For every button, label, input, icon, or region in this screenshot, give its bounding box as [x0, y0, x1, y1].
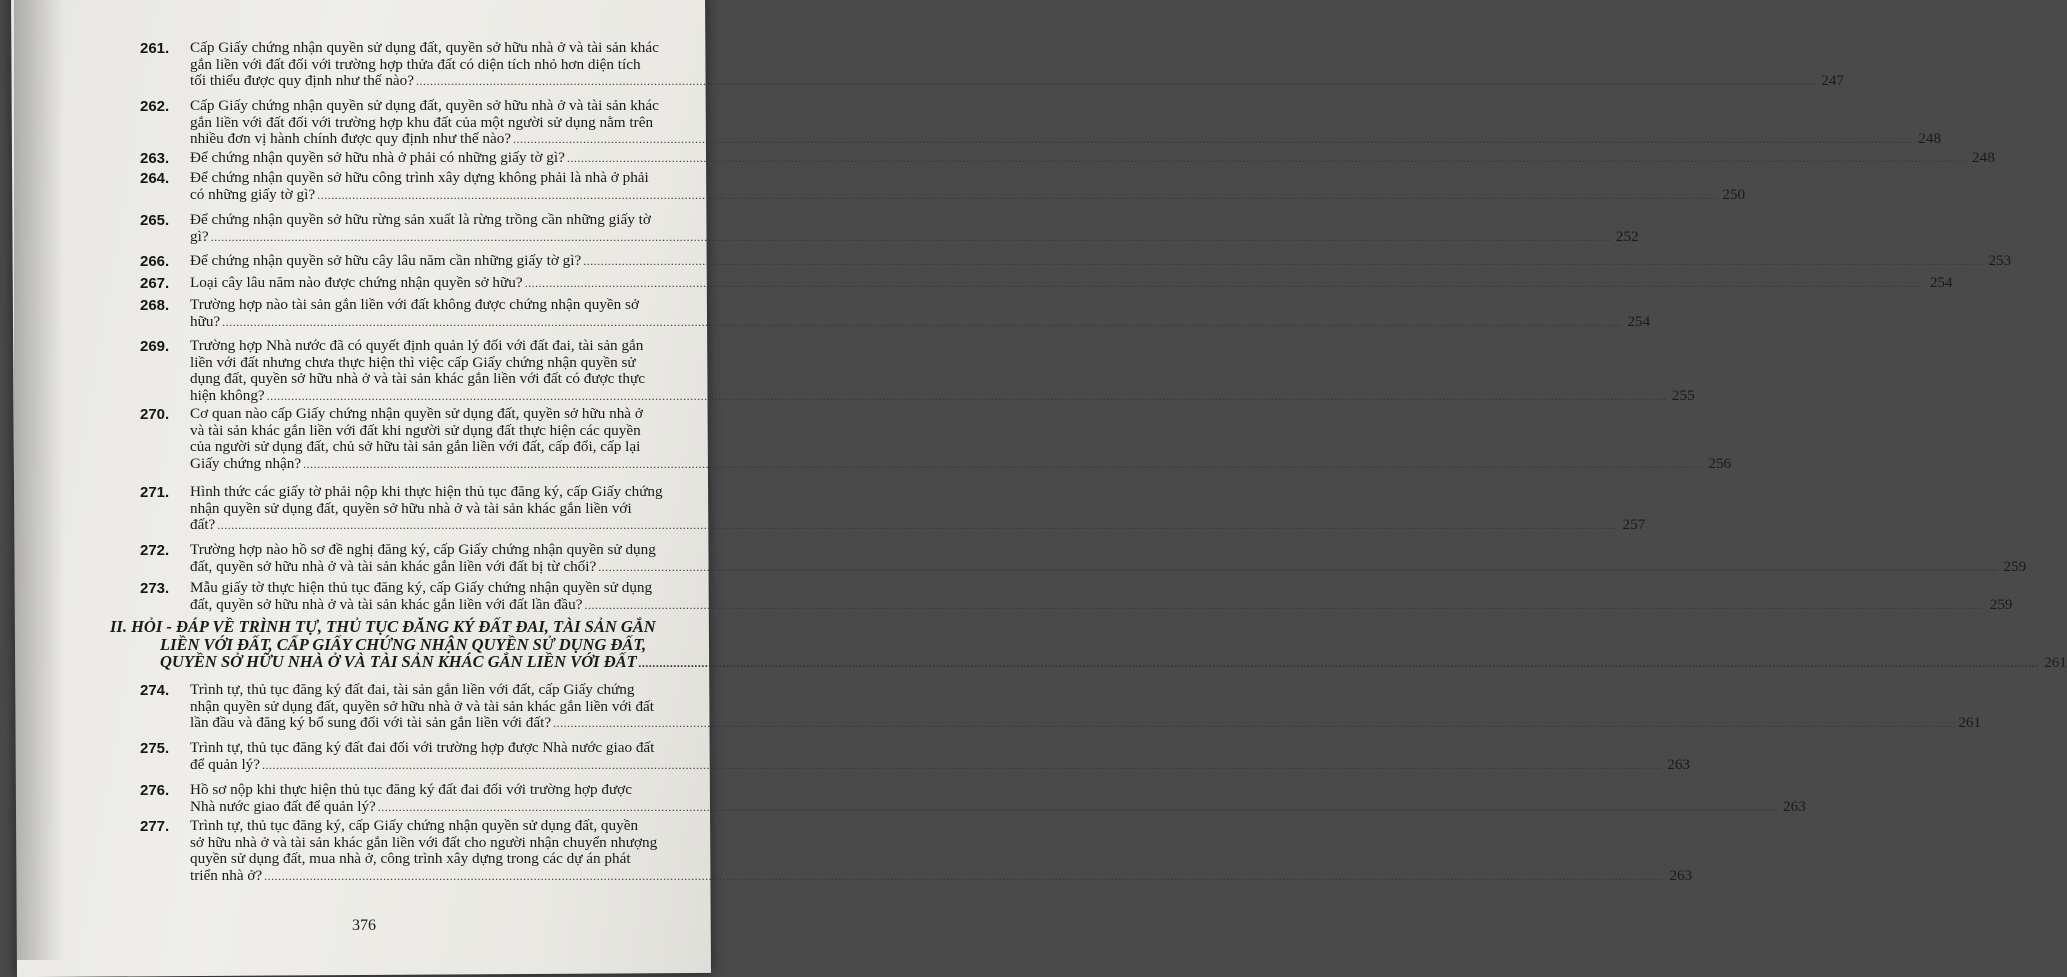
entry-last-line	[190, 595, 2013, 614]
entry-line: nhận quyền sử dụng đất, quyền sở hữu nhà ở và tài sản khác gắn liền với đất	[190, 697, 655, 715]
entry-last-line	[190, 185, 1746, 204]
entry-text	[190, 483, 1646, 534]
dot-leader: ................................................................................................................................................................................................................................................................................................................................................................................................................	[217, 518, 1618, 532]
entry-line: Cấp Giấy chứng nhận quyền sử dụng đất, quyền sở hữu nhà ở và tài sản khác	[190, 97, 659, 114]
entry-line: gắn liền với đất đối với trường hợp khu đất của một người sử dụng nằm trên	[190, 113, 654, 131]
entry-page-number: 248	[1972, 149, 1995, 166]
entry-line: Giấy chứng nhận?	[190, 454, 302, 472]
section-page-number: 261	[2044, 655, 2067, 671]
entry-line: nhận quyền sử dụng đất, quyền sở hữu nhà ở và tài sản khác gắn liền với	[190, 499, 632, 517]
entry-line: nhiều đơn vị hành chính được quy định như thế nào?	[190, 130, 512, 147]
entry-line: dụng đất, quyền sở hữu nhà ở và tài sản khác gắn liền với đất có được thực	[190, 370, 645, 387]
dot-leader: ................................................................................................................................................................................................................................................................................................................................................................................................................	[638, 656, 2039, 670]
toc-entry[interactable]	[128, 337, 1695, 404]
entry-line: đất, quyền sở hữu nhà ở và tài sản khác gắn liền với đất bị từ chối?	[190, 557, 597, 575]
entry-number: 262.	[140, 98, 170, 115]
entry-page-number: 252	[1615, 227, 1639, 245]
entry-line: Trình tự, thủ tục đăng ký đất đai, tài sản gắn liền với đất, cấp Giấy chứng	[190, 681, 635, 698]
toc-entry[interactable]	[128, 149, 1995, 167]
entry-text	[190, 579, 2013, 613]
entry-last-line	[190, 755, 1691, 774]
entry-number: 265.	[140, 212, 170, 229]
entry-line: đất?	[190, 516, 216, 533]
entry-page-number: 256	[1708, 454, 1732, 472]
entry-number: 275.	[140, 740, 170, 757]
dot-leader: ................................................................................................................................................................................................................................................................................................................................................................................................................	[584, 597, 1985, 612]
entry-last-line	[190, 252, 2012, 270]
entry-text	[190, 252, 2012, 270]
entry-number: 261.	[140, 40, 170, 57]
entry-line: gắn liền với đất đối với trường hợp thửa đất có diện tích nhỏ hơn diện tích	[190, 55, 641, 73]
entry-text	[190, 781, 1806, 815]
entry-text	[190, 405, 1732, 472]
dot-leader: ................................................................................................................................................................................................................................................................................................................................................................................................................	[222, 314, 1623, 329]
toc-entry[interactable]	[128, 252, 2012, 270]
entry-page-number: 263	[1783, 797, 1806, 815]
entry-line: Mẫu giấy tờ thực hiện thủ tục đăng ký, cấp Giấy chứng nhận quyền sử dụng	[190, 579, 653, 596]
section-heading-last-line	[160, 652, 2067, 673]
entry-line: Trình tự, thủ tục đăng ký đất đai đối với trường hợp được Nhà nước giao đất	[190, 739, 655, 756]
entry-last-line	[190, 274, 1953, 292]
entry-last-line	[190, 714, 1982, 732]
entry-line: Hồ sơ nộp khi thực hiện thủ tục đăng ký đất đai đối với trường hợp được	[190, 781, 632, 798]
entry-text	[190, 739, 1691, 773]
entry-line: Cấp Giấy chứng nhận quyền sử dụng đất, quyền sở hữu nhà ở và tài sản khác	[190, 39, 659, 56]
entry-page-number: 255	[1671, 386, 1695, 404]
entry-line: có những giấy tờ gì?	[190, 185, 316, 203]
entry-line: để quản lý?	[190, 755, 261, 773]
entry-text	[190, 681, 1982, 732]
entry-text	[190, 97, 1942, 148]
toc-entry[interactable]	[128, 211, 1639, 245]
dot-leader: ................................................................................................................................................................................................................................................................................................................................................................................................................	[513, 132, 1914, 146]
entry-number: 267.	[140, 275, 170, 292]
entry-page-number: 254	[1627, 312, 1651, 330]
entry-page-number: 248	[1918, 130, 1942, 147]
dot-leader: ................................................................................................................................................................................................................................................................................................................................................................................................................	[416, 74, 1817, 88]
entry-last-line	[190, 312, 1651, 331]
entry-line: Để chứng nhận quyền sở hữu nhà ở phải có những giấy tờ gì?	[190, 149, 565, 166]
entry-line: của người sử dụng đất, chủ sở hữu tài sản gắn liền với đất, cấp đổi, cấp lại	[190, 438, 641, 455]
dot-leader: ................................................................................................................................................................................................................................................................................................................................................................................................................	[583, 254, 1984, 268]
entry-line: Để chứng nhận quyền sở hữu rừng sản xuất là rừng trồng cần những giấy tờ	[190, 211, 651, 228]
entry-last-line	[190, 866, 1693, 885]
entry-number: 263.	[140, 150, 170, 167]
dot-leader: ................................................................................................................................................................................................................................................................................................................................................................................................................	[210, 229, 1611, 244]
dot-leader: ................................................................................................................................................................................................................................................................................................................................................................................................................	[598, 559, 1999, 574]
entry-line: triển nhà ở?	[190, 866, 263, 884]
entry-line: Trình tự, thủ tục đăng ký, cấp Giấy chứng nhận quyền sử dụng đất, quyền	[190, 817, 639, 834]
entry-line: sở hữu nhà ở và tài sản khác gắn liền với đất cho người nhận chuyển nhượng	[190, 833, 658, 851]
toc-entry[interactable]	[128, 681, 1982, 732]
toc-entry[interactable]	[128, 405, 1732, 472]
entry-number: 266.	[140, 253, 170, 270]
entry-line: và tài sản khác gắn liền với đất khi người sử dụng đất thực hiện các quyền	[190, 421, 641, 439]
toc-entry[interactable]	[128, 781, 1806, 815]
entry-line: Hình thức các giấy tờ phải nộp khi thực hiện thủ tục đăng ký, cấp Giấy chứng	[190, 483, 663, 500]
entry-line: Cơ quan nào cấp Giấy chứng nhận quyền sử dụng đất, quyền sở hữu nhà ở	[190, 405, 643, 422]
entry-number: 270.	[140, 406, 170, 423]
section-heading-line: QUYỀN SỞ HỮU NHÀ Ở VÀ TÀI SẢN KHÁC GẮN LIỀN VỚI ĐẤT	[160, 652, 637, 671]
entry-last-line	[190, 454, 1732, 473]
entry-line: Nhà nước giao đất để quản lý?	[190, 797, 376, 815]
toc-entry[interactable]	[128, 169, 1746, 203]
entry-line: tối thiểu được quy định như thế nào?	[190, 72, 415, 89]
entry-line: gì?	[190, 227, 209, 245]
entry-number: 274.	[140, 682, 170, 699]
dot-leader: ................................................................................................................................................................................................................................................................................................................................................................................................................	[553, 716, 1954, 730]
dot-leader: ................................................................................................................................................................................................................................................................................................................................................................................................................	[262, 757, 1663, 772]
entry-text	[190, 337, 1695, 404]
entry-number: 272.	[140, 542, 170, 559]
entry-text	[190, 274, 1953, 292]
entry-page-number: 254	[1929, 274, 1953, 291]
entry-text	[190, 541, 2027, 575]
dot-leader: ................................................................................................................................................................................................................................................................................................................................................................................................................	[566, 151, 1967, 165]
entry-line: hiện không?	[190, 386, 265, 404]
dot-leader: ................................................................................................................................................................................................................................................................................................................................................................................................................	[266, 388, 1667, 403]
entry-line: quyền sử dụng đất, mua nhà ở, công trình xây dựng trong các dự án phát	[190, 850, 631, 867]
entry-page-number: 250	[1722, 185, 1746, 203]
dot-leader: ................................................................................................................................................................................................................................................................................................................................................................................................................	[317, 187, 1718, 202]
entry-last-line	[190, 227, 1639, 246]
entry-text	[190, 169, 1746, 203]
entry-number: 273.	[140, 580, 170, 597]
toc-entry[interactable]	[128, 483, 1646, 534]
entry-line: Loại cây lâu năm nào được chứng nhận quyền sở hữu?	[190, 274, 523, 291]
entry-last-line	[190, 72, 1845, 90]
section-heading-line: LIỀN VỚI ĐẤT, CẤP GIẤY CHỨNG NHẬN QUYỀN SỬ DỤNG ĐẤT,	[160, 634, 647, 654]
entry-line: Trường hợp nào tài sản gắn liền với đất không được chứng nhận quyền sở	[190, 296, 639, 313]
entry-line: đất, quyền sở hữu nhà ở và tài sản khác gắn liền với đất lần đầu?	[190, 595, 583, 613]
toc-entry[interactable]	[128, 739, 1691, 773]
entry-last-line	[190, 130, 1942, 148]
entry-text	[190, 817, 1693, 884]
entry-text	[190, 211, 1639, 245]
entry-line: lần đầu và đăng ký bổ sung đối với tài sản gắn liền với đất?	[190, 714, 552, 731]
entry-number: 271.	[140, 484, 170, 501]
section-heading	[110, 617, 2067, 673]
entry-page-number: 263	[1669, 866, 1693, 884]
toc-entry[interactable]	[128, 274, 1953, 292]
toc-entry[interactable]	[128, 97, 1942, 148]
entry-page-number: 247	[1821, 72, 1845, 89]
entry-line: Trường hợp Nhà nước đã có quyết định quản lý đối với đất đai, tài sản gắn	[190, 337, 644, 354]
entry-number: 269.	[140, 338, 170, 355]
entry-last-line	[190, 797, 1806, 816]
page-number: 376	[352, 917, 376, 934]
entry-line: Để chứng nhận quyền sở hữu công trình xây dựng không phải là nhà ở phải	[190, 169, 649, 186]
entry-number: 277.	[140, 818, 170, 835]
toc-entry[interactable]	[128, 817, 1693, 884]
entry-last-line	[190, 149, 1995, 167]
entry-text	[190, 39, 1845, 90]
entry-text	[190, 296, 1651, 330]
dot-leader: ................................................................................................................................................................................................................................................................................................................................................................................................................	[377, 799, 1778, 814]
entry-last-line	[190, 516, 1646, 534]
entry-line: Để chứng nhận quyền sở hữu cây lâu năm cần những giấy tờ gì?	[190, 252, 582, 269]
entry-line: Trường hợp nào hồ sơ đề nghị đăng ký, cấp Giấy chứng nhận quyền sử dụng	[190, 541, 656, 558]
entry-last-line	[190, 557, 2027, 576]
entry-number: 276.	[140, 782, 170, 799]
entry-page-number: 263	[1667, 755, 1691, 773]
entry-number: 268.	[140, 297, 170, 314]
dot-leader: ................................................................................................................................................................................................................................................................................................................................................................................................................	[303, 456, 1704, 471]
entry-page-number: 257	[1622, 516, 1646, 533]
page-footer	[0, 917, 718, 935]
toc-entry[interactable]	[128, 39, 1845, 90]
entry-page-number: 253	[1988, 252, 2012, 269]
toc-entry[interactable]	[128, 296, 1651, 330]
toc-entry[interactable]	[128, 579, 2013, 613]
entry-page-number: 259	[1989, 595, 2013, 613]
entry-text	[190, 149, 1995, 167]
entry-line: liền với đất nhưng chưa thực hiện thì việc cấp Giấy chứng nhận quyền sử	[190, 353, 636, 371]
entry-line: hữu?	[190, 312, 221, 330]
entry-page-number: 261	[1958, 714, 1982, 731]
section-heading-line: II. HỎI - ĐÁP VỀ TRÌNH TỰ, THỦ TỤC ĐĂNG KÝ ĐẤT ĐAI, TÀI SẢN GẮN	[110, 617, 656, 636]
entry-number: 264.	[140, 170, 170, 187]
dot-leader: ................................................................................................................................................................................................................................................................................................................................................................................................................	[524, 276, 1925, 290]
dot-leader: ................................................................................................................................................................................................................................................................................................................................................................................................................	[264, 868, 1665, 883]
entry-page-number: 259	[2003, 557, 2027, 575]
entry-last-line	[190, 386, 1695, 405]
toc-entry[interactable]	[128, 541, 2027, 575]
